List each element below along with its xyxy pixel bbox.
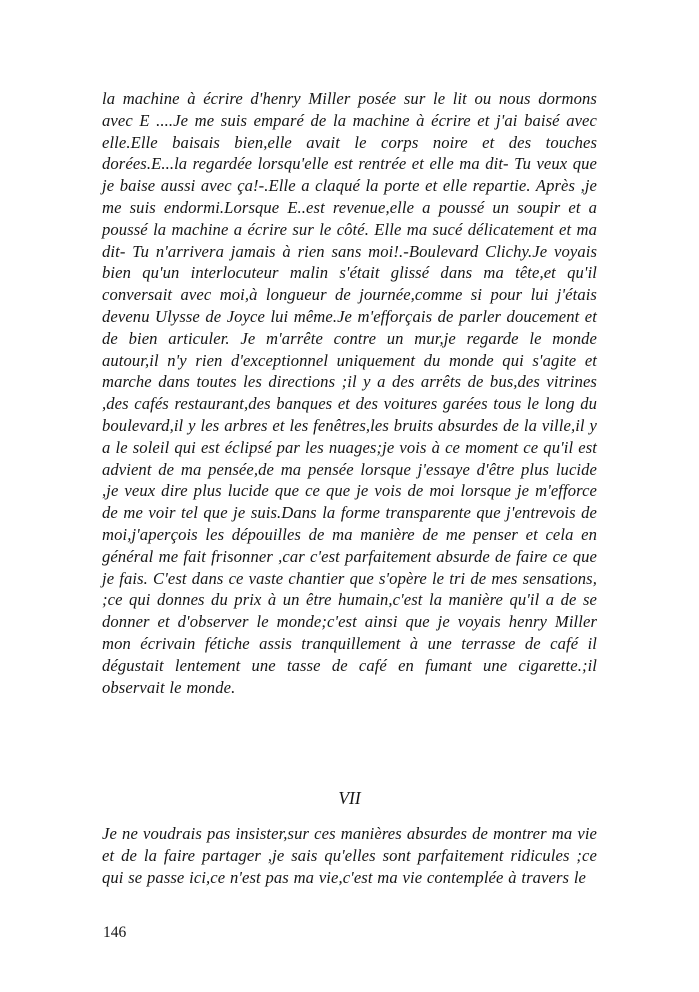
page-number: 146 [103,924,127,941]
text-block [102,88,597,889]
chapter-opening-paragraph: Je ne voudrais pas insister,sur ces manières absurdes de montrer ma vie et de la faire partager ,je sais qu'elles sont parfaitement ridicules ;ce qui se passe ici,ce n'est pas ma vie,c'est ma vie contemplée à travers le [102,824,597,887]
chapter-heading: VII [338,788,361,809]
body-paragraph: la machine à écrire d'henry Miller posée sur le lit ou nous dormons avec E ....Je me suis emparé de la machine à écrire et j'ai baisé avec elle.Elle baisais bien,elle avait le corps noire et des touches dorées.E...la regardée lorsqu'elle est rentrée et elle ma dit- Tu veux que je baise aussi avec ça!-.Elle a claqué la porte et elle repartie. Après ,je me suis endormi.Lorsque E..est revenue,elle a poussé un soupir et a poussé la machine a écrire sur le côté. Elle ma sucé délicatement et ma dit- Tu n'arrivera jamais à rien sans moi!.-Boulevard Clichy.Je voyais bien qu'un interlocuteur malin s'était glissé dans ma tête,et qu'il conversait avec moi,à longueur de journée,comme si pour lui j'étais devenu Ulysse de Joyce lui même.Je m'efforçais de parler doucement et de bien articuler. Je m'arrête contre un mur,je regarde le monde autour,il n'y rien d'exceptionnel uniquement du monde qui s'agite et marche dans toutes les directions ;il y a des arrêts de bus,des vitrines ,des cafés restaurant,des banques et des voitures garées tous le long du boulevard,il y les arbres et les fenêtres,les bruits absurdes de la ville,il y a le soleil qui est éclipsé par les nuages;je vois à ce moment ce qu'il est advient de ma pensée,de ma pensée lorsque j'essaye d'être plus lucide ,je veux dire plus lucide que ce que je vois de moi lorsque je m'efforce de me voir tel que je suis.Dans la forme transparente que j'entrevois de moi,j'aperçois les dépouilles de ma manière de me penser et cela en général me fait frisonner ,car c'est parfaitement absurde de faire ce que je fais. C'est dans ce vaste chantier que s'opère le tri de mes sensations, ;ce qui donnes du prix à un être humain,c'est la manière qu'il a de se donner et d'observer le monde;c'est ainsi que je voyais henry Miller mon écrivain fétiche assis tranquillement à une terrasse de café il dégustait lentement une tasse de café en fumant une cigarette.;il observait le monde. [102,89,597,697]
